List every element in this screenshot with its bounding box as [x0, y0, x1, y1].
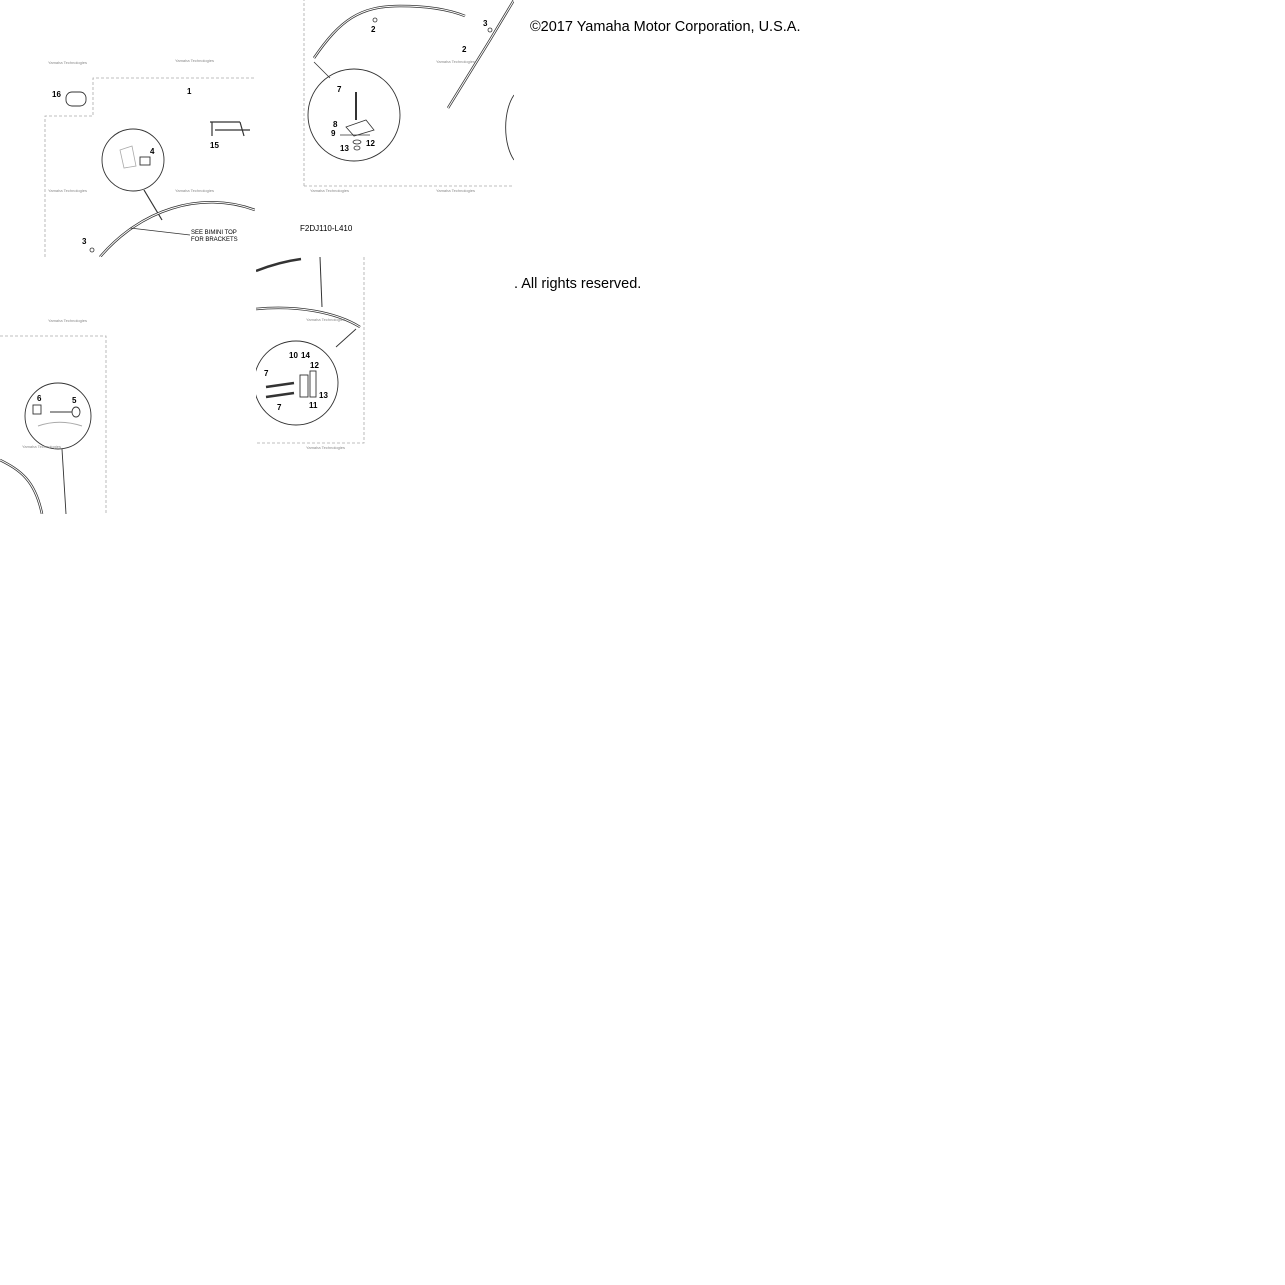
callout-10: 10: [289, 351, 298, 360]
svg-text:Yamaha Technologies: Yamaha Technologies: [306, 445, 345, 450]
callout-3a: 3: [483, 19, 488, 28]
callout-13a: 13: [340, 144, 349, 153]
diagram-tile-top-right: [300, 0, 514, 200]
callout-1: 1: [187, 87, 192, 96]
callout-11: 11: [309, 401, 318, 410]
see-bimini-note: [191, 230, 238, 244]
callout-3b: 3: [82, 237, 87, 246]
callout-4: 4: [150, 147, 155, 156]
callout-13b: 13: [319, 391, 328, 400]
see-bimini-note-line1: SEE BIMINI TOP: [191, 230, 237, 236]
diagram-tile-bottom-left: [0, 310, 110, 514]
diagram-tile-top-left: [40, 50, 255, 257]
diagram-code: F2DJ110-L410: [300, 224, 353, 233]
svg-text:Yamaha Technologies: Yamaha Technologies: [175, 58, 214, 63]
svg-text:Yamaha Technologies: Yamaha Technologies: [22, 444, 61, 449]
callout-15: 15: [210, 141, 219, 150]
callout-16: 16: [52, 90, 61, 99]
callout-9: 9: [331, 129, 336, 138]
svg-text:Yamaha Technologies: Yamaha Technologies: [310, 188, 349, 193]
svg-text:Yamaha Technologies: Yamaha Technologies: [48, 188, 87, 193]
svg-text:Yamaha Technologies: Yamaha Technologies: [48, 60, 87, 65]
callout-12a: 12: [366, 139, 375, 148]
callout-2a: 2: [371, 25, 376, 34]
svg-text:Yamaha Technologies: Yamaha Technologies: [175, 188, 214, 193]
svg-text:Yamaha Technologies: Yamaha Technologies: [306, 317, 345, 322]
callout-8: 8: [333, 120, 338, 129]
callout-12b: 12: [310, 361, 319, 370]
callout-2b: 2: [462, 45, 467, 54]
callout-7c: 7: [277, 403, 282, 412]
svg-text:Yamaha Technologies: Yamaha Technologies: [436, 188, 475, 193]
see-bimini-note-line2: FOR BRACKETS: [191, 237, 238, 243]
rights-reserved-text: . All rights reserved.: [514, 276, 642, 292]
callout-6: 6: [37, 394, 42, 403]
svg-text:Yamaha Technologies: Yamaha Technologies: [436, 59, 475, 64]
callout-5: 5: [72, 396, 77, 405]
callout-14: 14: [301, 351, 310, 360]
copyright-text: ©2017 Yamaha Motor Corporation, U.S.A.: [530, 19, 801, 35]
svg-text:Yamaha Technologies: Yamaha Technologies: [48, 318, 87, 323]
callout-7a: 7: [337, 85, 342, 94]
callout-7b: 7: [264, 369, 269, 378]
diagram-tile-middle: [256, 257, 368, 457]
